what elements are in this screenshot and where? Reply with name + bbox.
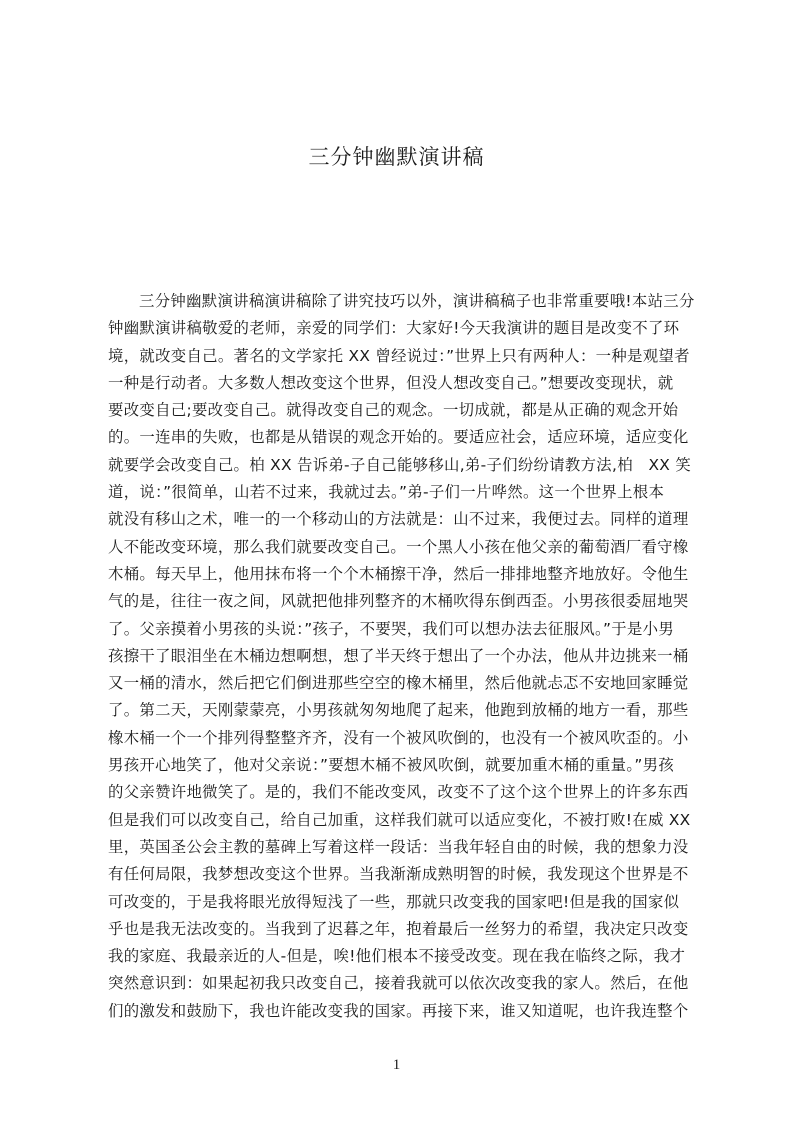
body-line: 钟幽默演讲稿敬爱的老师，亲爱的同学们：大家好!今天我演讲的题目是改变不了环	[108, 319, 680, 338]
body-line: 我的家庭、我最亲近的人-但是，唉!他们根本不接受改变。现在我在临终之际，我才	[108, 947, 686, 966]
body-line: 突然意识到：如果起初我只改变自己，接着我就可以依次改变我的家人。然后，在他	[108, 974, 689, 993]
body-line: 了。第二天，天刚蒙蒙亮，小男孩就匆匆地爬了起来，他跑到放桶的地方一看，那些	[108, 701, 689, 720]
body-line: 木桶。每天早上，他用抹布将一个个木桶擦干净，然后一排排地整齐地放好。令他生	[108, 564, 689, 583]
document-body	[108, 288, 720, 1025]
body-line: 们的激发和鼓励下，我也许能改变我的国家。再接下来，谁又知道呢，也许我连整个	[108, 1001, 689, 1020]
body-line: 又一桶的清水，然后把它们倒进那些空空的橡木桶里，然后他就忐忑不安地回家睡觉	[108, 674, 689, 693]
body-line: 了。父亲摸着小男孩的头说：”孩子，不要哭，我们可以想办法去征服风。”于是小男	[108, 619, 675, 638]
body-line: 但是我们可以改变自己，给自己加重，这样我们就可以适应变化，不被打败!在威 XX	[108, 810, 691, 829]
body-line: 就没有移山之术，唯一的一个移动山的方法就是：山不过来，我便过去。同样的道理	[108, 510, 689, 529]
body-line: 气的是，往往一夜之间，风就把他排列整齐的木桶吹得东倒西歪。小男孩很委屈地哭	[108, 592, 689, 611]
body-line: 要改变自己;要改变自己。就得改变自己的观念。一切成就，都是从正确的观念开始	[108, 401, 679, 420]
body-line: 橡木桶一个一个排列得整整齐齐，没有一个被风吹倒的，也没有一个被风吹歪的。小	[108, 728, 689, 747]
page-number: 1	[392, 1057, 401, 1073]
body-line: 可改变的，于是我将眼光放得短浅了一些，那就只改变我的国家吧!但是我的国家似	[108, 892, 680, 911]
document-title: 三分钟幽默演讲稿	[308, 145, 485, 169]
body-line: 孩擦干了眼泪坐在木桶边想啊想，想了半天终于想出了一个办法，他从井边挑来一桶	[108, 646, 689, 665]
body-line: 三分钟幽默演讲稿演讲稿除了讲究技巧以外，演讲稿稿子也非常重要哦!本站三分	[139, 292, 695, 310]
body-line: 就要学会改变自己。柏 XX 告诉弟-子自己能够移山,弟-子们纷纷请教方法,柏 XX 笑	[108, 455, 692, 474]
body-line: 的。一连串的失败，也都是从错误的观念开始的。要适应社会，适应环境，适应变化	[108, 428, 689, 447]
body-line: 人不能改变环境，那么我们就要改变自己。一个黑人小孩在他父亲的葡萄酒厂看守橡	[108, 537, 689, 556]
body-line: 乎也是我无法改变的。当我到了迟暮之年，抱着最后一丝努力的希望，我决定只改变	[108, 919, 689, 938]
body-line: 男孩开心地笑了，他对父亲说：”要想木桶不被风吹倒，就要加重木桶的重量。”男孩	[108, 756, 675, 775]
body-line: 的父亲赞许地微笑了。是的，我们不能改变风，改变不了这个这个世界上的许多东西	[108, 783, 689, 802]
body-line: 道，说：”很简单，山若不过来，我就过去。”弟-子们一片哗然。这一个世界上根本	[108, 483, 665, 502]
body-line: 境，就改变自己。著名的文学家托 XX 曾经说过：”世界上只有两种人：一种是观望者	[108, 346, 690, 365]
body-line: 一种是行动者。大多数人想改变这个世界，但没人想改变自己。”想要改变现状，就	[108, 373, 674, 392]
body-line: 里，英国圣公会主教的墓碑上写着这样一段话：当我年轻自由的时候，我的想象力没	[108, 837, 689, 856]
body-line: 有任何局限，我梦想改变这个世界。当我渐渐成熟明智的时候，我发现这个世界是不	[108, 865, 689, 884]
